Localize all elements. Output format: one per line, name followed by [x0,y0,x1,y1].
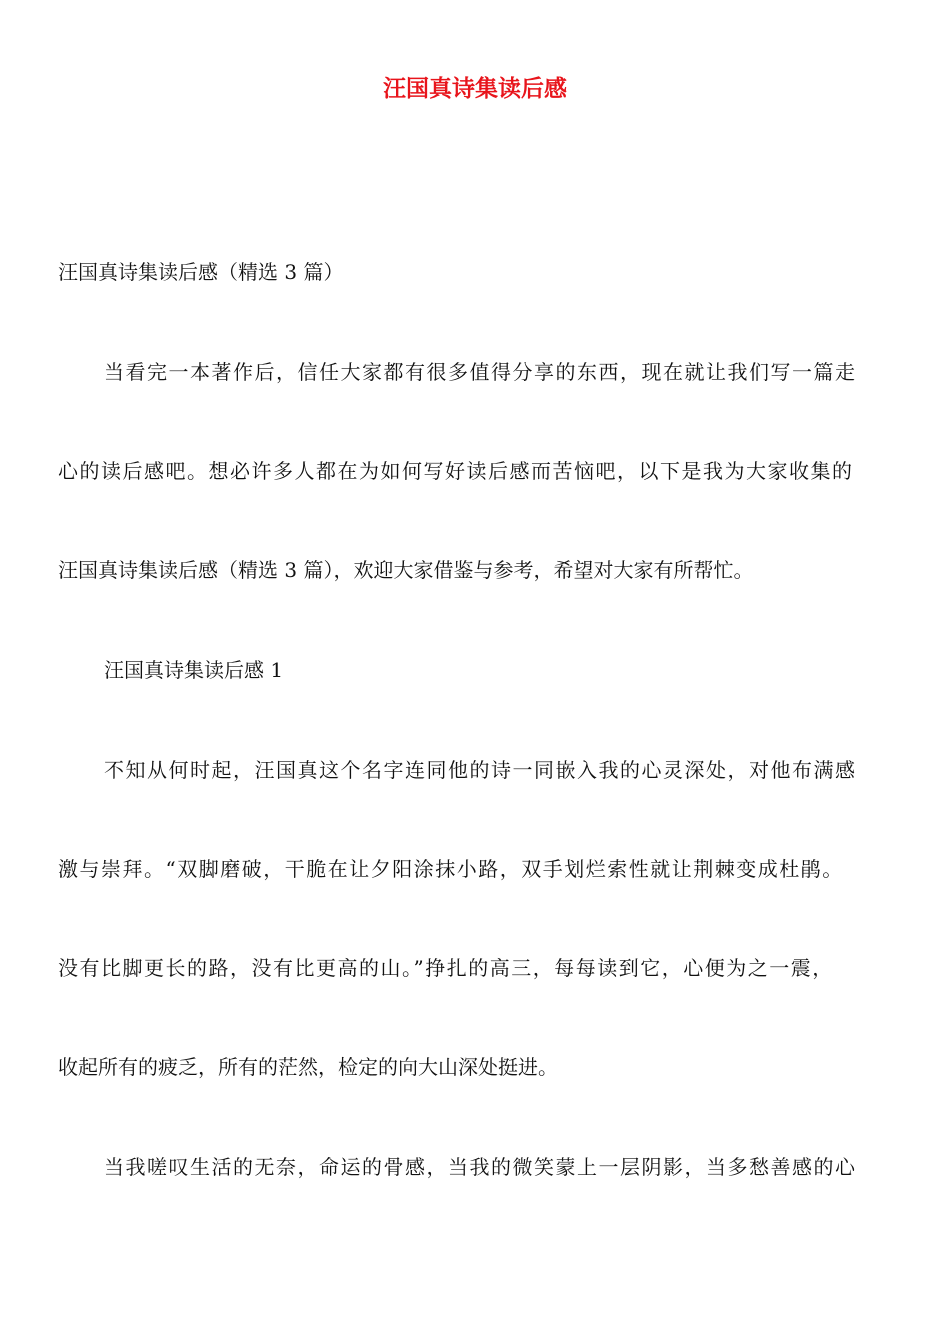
paragraph-line: 当看完一本著作后，信任大家都有很多值得分享的东西，现在就让我们写一篇走 [104,360,857,384]
section-heading: 汪国真诗集读后感 1 [104,658,284,682]
subtitle-line: 汪国真诗集读后感（精选 3 篇） [58,260,344,284]
paragraph-line: 没有比脚更长的路，没有比更高的山。”挣扎的高三，每每读到它，心便为之一震， [58,956,834,980]
document-title: 汪国真诗集读后感 [383,76,567,102]
paragraph-line: 当我嗟叹生活的无奈，命运的骨感，当我的微笑蒙上一层阴影，当多愁善感的心 [104,1155,857,1179]
paragraph-line: 激与崇拜。“双脚磨破，干脆在让夕阳涂抹小路，双手划烂索性就让荆棘变成杜鹃。 [58,857,844,881]
paragraph-line: 不知从何时起，汪国真这个名字连同他的诗一同嵌入我的心灵深处，对他布满感 [104,758,857,782]
paragraph-line: 汪国真诗集读后感（精选 3 篇），欢迎大家借鉴与参考，希望对大家有所帮忙。 [58,558,754,582]
paragraph-line: 收起所有的疲乏，所有的茫然，检定的向大山深处挺进。 [58,1055,558,1079]
paragraph-line: 心的读后感吧。想必许多人都在为如何写好读后感而苦恼吧，以下是我为大家收集的 [58,459,854,483]
